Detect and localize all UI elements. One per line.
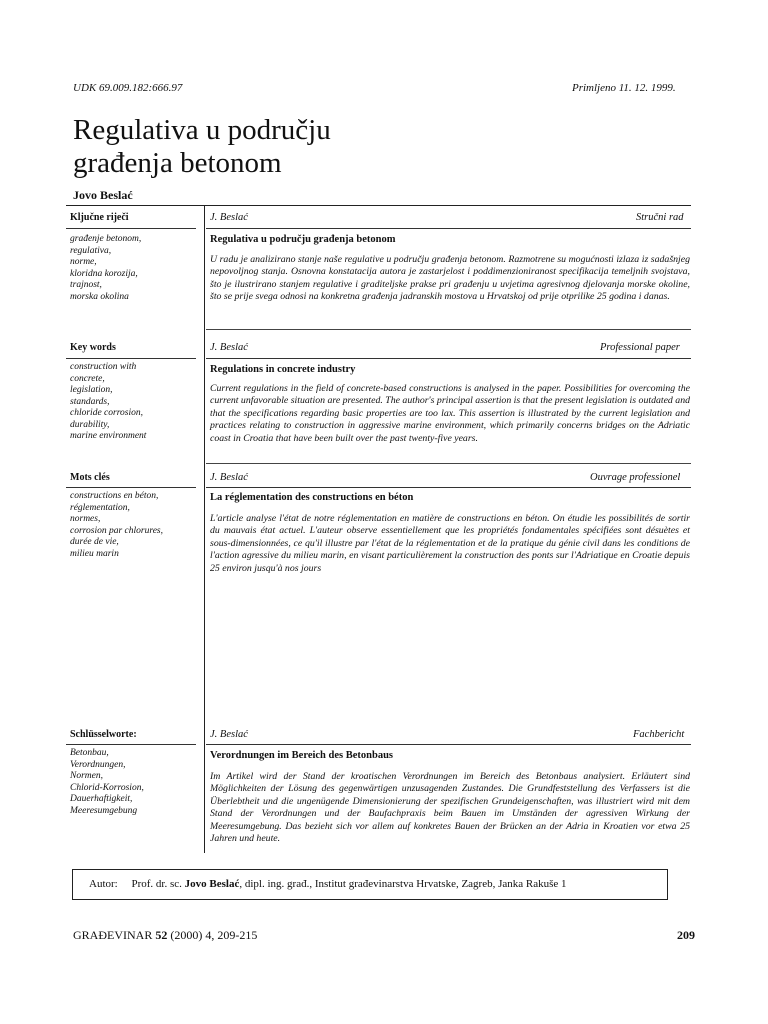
keyword: Verordnungen, — [70, 759, 126, 770]
page-number: 209 — [677, 928, 695, 942]
keyword: chloride corrosion, — [70, 408, 144, 418]
section-title: Verordnungen im Bereich des Betonbaus — [210, 750, 393, 761]
section-author: J. Beslać — [210, 729, 248, 740]
author-affiliation: , dipl. ing. građ., Institut građevinarstva Hrvatske, Zagreb, Janka Rakuše 1 — [239, 878, 567, 890]
header-divider — [66, 205, 691, 206]
keyword: Chlorid-Korrosion, — [70, 782, 144, 793]
article-author: Jovo Beslać — [73, 188, 133, 202]
keyword: construction with — [70, 362, 137, 372]
journal-issue: (2000) 4, 209-215 — [170, 928, 258, 942]
keyword: durability, — [70, 419, 110, 430]
keyword: Meeresumgebung — [70, 805, 138, 816]
keyword: normes, — [70, 514, 101, 524]
section-abstract: U radu je analizirano stanje naše regulative u području građenja betonom. Razmotrene su mogućnosti izlaza iz sadašnjeg nepovoljnog stanja. Osnovna konstatacija autora je zastarjelost i poddimenzioniranost specifikacija temeljnih svojstava, što je ilustrirano stanjem regulative i graditeljske prakse pri građenju u uvjetima agresivnog djelovanja morske okoline, što se prije svega odnosi na konkretna građenja jadranskih mostova u Hrvatskoj od prije otprilike 25 godina i danas. — [210, 254, 690, 303]
udk-code: UDK 69.009.182:666.97 — [73, 82, 183, 94]
keywords-rule — [66, 487, 196, 488]
keyword: milieu marin — [70, 548, 119, 559]
keywords-rule — [66, 358, 196, 359]
section-abstract: L'article analyse l'état de notre réglementation en matière de constructions en béton. On étudie les possibilités de sortir du mauvais état actuel. L'auteur observe essentiellement que les propriétés fondamentales spécifiées sont désuètes et sous-dimensionnées, ce qu'il illustre par l'état de la réglementation et de la pratique du génie civil dans les conditions de l'action agressive du milieu marin, en visant particulièrement la construction des ponts sur l'Adriatique en Croatie depuis 25 environ jusqu'à nos jours — [210, 513, 690, 574]
section-rule — [206, 358, 691, 359]
section-title: La réglementation des constructions en béton — [210, 492, 414, 503]
journal-volume: 52 — [155, 928, 168, 942]
keyword: durée de vie, — [70, 537, 119, 547]
keyword: trajnost, — [70, 280, 102, 290]
journal-name: GRAĐEVINAR — [73, 928, 153, 942]
keyword: kloridna korozija, — [70, 268, 138, 279]
journal-citation — [73, 928, 257, 943]
keyword: corrosion par chlorures, — [70, 525, 163, 536]
received-date: Primljeno 11. 12. 1999. — [572, 82, 676, 94]
keyword: Betonbau, — [70, 748, 109, 758]
section-author: J. Beslać — [210, 342, 248, 353]
keyword: concrete, — [70, 373, 105, 384]
section-author: J. Beslać — [210, 212, 248, 223]
section-bottom-rule — [206, 463, 691, 464]
section-rule — [206, 744, 691, 745]
keywords-heading: Ključne riječi — [70, 212, 129, 223]
section-abstract: Im Artikel wird der Stand der kroatischen Verordnungen im Bereich des Betonbaus analysiert. Erläutert sind Möglichkeiten der Lösung des gegenwärtigen unzusagenden Zustandes. Die Grundfeststellung des Verfassers ist die Überlebtheit und die ungenügende Dimensionierung der spezifischen Grundeigenschaften, was illustriert wird mit dem Stand der Verordnungen und der Baufachpraxis beim Bauen im Umständen der agressiven Wirkung der Meeresumgebung. Das bezieht sich vor allem auf konkretes Bauen der Brücken an der Adria in Kroatien vor etwa 25 Jahren und heute. — [210, 771, 690, 845]
keyword: marine environment — [70, 431, 147, 441]
section-author: J. Beslać — [210, 472, 248, 483]
author-title: Prof. dr. sc. — [131, 878, 182, 890]
keyword: morska okolina — [70, 291, 129, 302]
article-title — [73, 114, 331, 180]
keyword: constructions en béton, — [70, 491, 159, 501]
keywords-heading: Key words — [70, 342, 116, 353]
section-bottom-rule — [206, 329, 691, 330]
section-rule — [206, 487, 691, 488]
keywords-heading: Schlüsselworte: — [70, 729, 137, 740]
keyword: regulativa, — [70, 245, 112, 256]
keywords-list — [70, 362, 146, 443]
keyword: građenje betonom, — [70, 234, 142, 244]
section-title: Regulations in concrete industry — [210, 364, 356, 375]
keyword: legislation, — [70, 385, 113, 395]
author-info-box — [72, 869, 668, 900]
keywords-list — [70, 748, 144, 817]
keywords-rule — [66, 228, 196, 229]
keyword: réglementation, — [70, 502, 130, 513]
paper-type: Stručni rad — [636, 212, 684, 223]
keywords-rule — [66, 744, 196, 745]
paper-type: Professional paper — [600, 342, 680, 353]
column-divider — [204, 205, 205, 853]
keywords-list — [70, 491, 163, 560]
author-name: Jovo Beslać — [184, 878, 240, 890]
keyword: Normen, — [70, 771, 103, 781]
author-box-label: Autor: — [89, 878, 118, 890]
keyword: standards, — [70, 396, 110, 407]
section-title: Regulativa u području građenja betonom — [210, 234, 396, 245]
keywords-list — [70, 234, 141, 303]
title-line-2: građenja betonom — [73, 147, 282, 179]
keyword: Dauerhaftigkeit, — [70, 794, 133, 804]
section-abstract: Current regulations in the field of concrete-based constructions is analysed in the paper. Possibilities for overcoming the current unfavorable situation are presented. The author's principal assertion is that the present legislation is outdated and that the specifications regarding basic properties are too lax. This assertion is illustrated by the current legislation and practices relating to construction in aggressive marine environment, which primarily concerns bridges on the Adriatic coast in Croatia that have been built over the past twenty-five years. — [210, 383, 690, 444]
paper-type: Ouvrage professionel — [590, 472, 681, 483]
title-line-1: Regulativa u području — [73, 114, 331, 146]
paper-type: Fachbericht — [633, 729, 685, 740]
keyword: norme, — [70, 257, 97, 267]
section-rule — [206, 228, 691, 229]
keywords-heading: Mots clés — [70, 472, 110, 483]
